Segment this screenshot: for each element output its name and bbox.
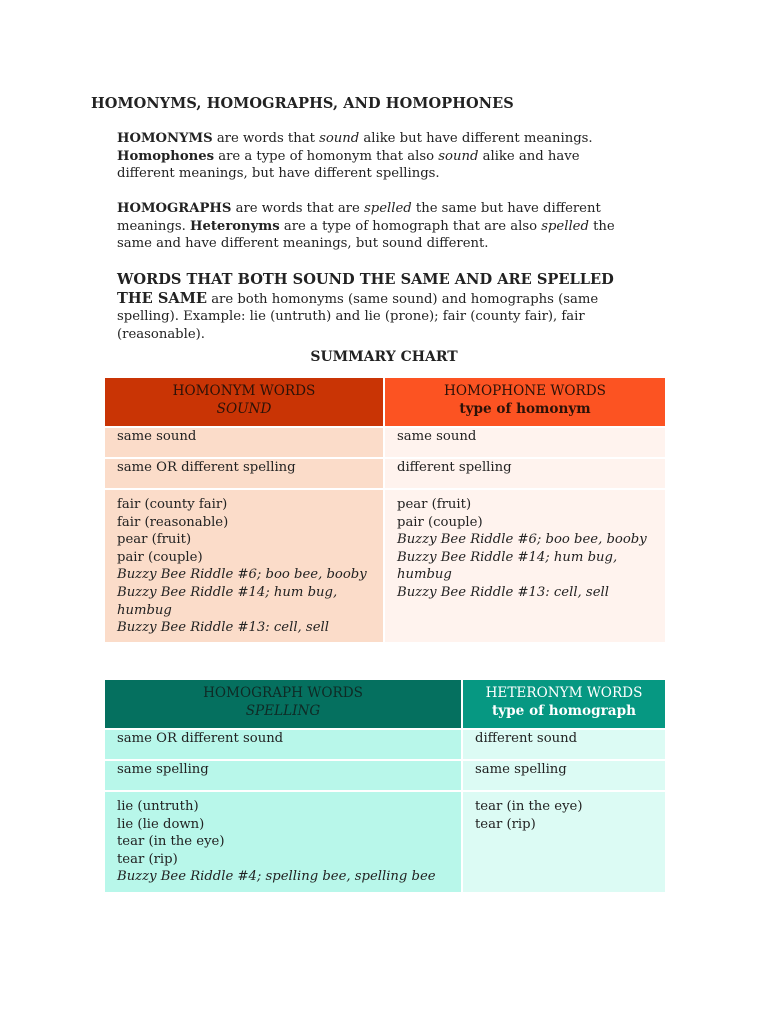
term-heteronyms: Heteronyms xyxy=(189,218,280,234)
text-span: are a type of homonym that also xyxy=(214,148,439,164)
text-span: are words that are xyxy=(231,201,364,216)
heteronym-words-header xyxy=(462,679,666,729)
header-label: HOMOPHONE WORDS xyxy=(444,383,606,399)
homophone-words-header xyxy=(384,377,666,427)
homonym-examples xyxy=(104,489,384,643)
homophone-examples xyxy=(384,489,666,643)
table-cell: same sound xyxy=(384,427,666,458)
list-item: tear (in the eye) xyxy=(475,799,583,814)
header-sublabel: type of homograph xyxy=(492,702,636,719)
table-cell: same sound xyxy=(104,427,384,458)
table-cell: same spelling xyxy=(104,760,462,791)
header-label: HETERONYM WORDS xyxy=(485,685,643,701)
list-item: fair (reasonable) xyxy=(117,514,229,530)
header-sublabel: SPELLING xyxy=(245,702,321,719)
header-label: HOMONYM WORDS xyxy=(172,383,316,399)
term-homonyms: HOMONYMS xyxy=(117,131,213,146)
table-cell: different sound xyxy=(462,729,666,760)
emphasis-sound: sound xyxy=(438,148,479,164)
list-item: tear (in the eye) xyxy=(117,834,225,850)
table-row xyxy=(104,729,666,760)
list-item: pair (couple) xyxy=(397,514,483,530)
homograph-heteronym-table xyxy=(103,678,667,894)
term-homophones: Homophones xyxy=(117,148,215,164)
text-span: are a type of homograph that are also xyxy=(279,218,542,234)
list-item: Buzzy Bee Riddle #14; hum bug, humbug xyxy=(397,549,618,583)
table-header-row xyxy=(104,377,666,427)
emphasis-spelled: spelled xyxy=(364,201,412,216)
list-item: pear (fruit) xyxy=(397,497,472,512)
emphasis-spelled: spelled xyxy=(541,218,589,234)
homograph-examples xyxy=(104,791,462,893)
text-span: alike and have different meanings, but have different spellings. xyxy=(117,148,580,182)
homonyms-paragraph xyxy=(117,130,637,183)
text-span: alike but have different meanings. xyxy=(359,131,593,146)
list-item: tear (rip) xyxy=(475,816,536,832)
list-item: Buzzy Bee Riddle #6; boo bee, booby xyxy=(117,567,367,583)
table-row xyxy=(104,760,666,791)
list-item: pair (couple) xyxy=(117,549,203,565)
text-span: are both homonyms (same sound) and homographs (same spelling). Example: lie (untruth) and lie (prone); fair (county fair), fair (reasonable). xyxy=(117,291,599,343)
homograph-words-header xyxy=(104,679,462,729)
list-item: fair (county fair) xyxy=(117,497,228,512)
table-row xyxy=(104,489,666,643)
list-item: Buzzy Bee Riddle #14; hum bug, humbug xyxy=(117,584,338,618)
table-cell: same OR different spelling xyxy=(104,458,384,489)
header-sublabel: type of homonym xyxy=(459,400,591,417)
text-span: the same and have different meanings, but sound different. xyxy=(117,218,615,252)
list-item: Buzzy Bee Riddle #4; spelling bee, spelling bee xyxy=(117,869,436,885)
table-cell: different spelling xyxy=(384,458,666,489)
summary-chart-title: SUMMARY CHART xyxy=(310,349,458,365)
list-item: lie (untruth) xyxy=(117,799,199,814)
list-item: Buzzy Bee Riddle #13: cell, sell xyxy=(397,584,609,600)
homographs-paragraph xyxy=(117,200,637,253)
emphasis-sound: sound xyxy=(319,131,360,146)
table-row xyxy=(104,458,666,489)
text-span: the same but have different meanings. xyxy=(117,201,601,234)
table-row xyxy=(104,791,666,893)
list-item: lie (lie down) xyxy=(117,816,205,832)
term-homographs: HOMOGRAPHS xyxy=(117,201,232,216)
page-title: HOMONYMS, HOMOGRAPHS, AND HOMOPHONES xyxy=(91,95,514,112)
list-item: Buzzy Bee Riddle #6; boo bee, booby xyxy=(397,532,647,548)
header-label: HOMOGRAPH WORDS xyxy=(203,685,363,701)
both-paragraph xyxy=(117,271,637,344)
header-sublabel: SOUND xyxy=(216,400,272,417)
table-header-row xyxy=(104,679,666,729)
term-both: WORDS THAT BOTH SOUND THE SAME AND ARE SPELLED THE SAME xyxy=(117,271,614,307)
list-item: pear (fruit) xyxy=(117,532,192,548)
text-span: are words that xyxy=(212,131,320,146)
table-cell: same OR different sound xyxy=(104,729,462,760)
table-row xyxy=(104,427,666,458)
heteronym-examples xyxy=(462,791,666,893)
homonym-words-header xyxy=(104,377,384,427)
list-item: tear (rip) xyxy=(117,851,178,867)
homonym-homophone-table xyxy=(103,376,667,644)
table-cell: same spelling xyxy=(462,760,666,791)
list-item: Buzzy Bee Riddle #13: cell, sell xyxy=(117,620,329,636)
